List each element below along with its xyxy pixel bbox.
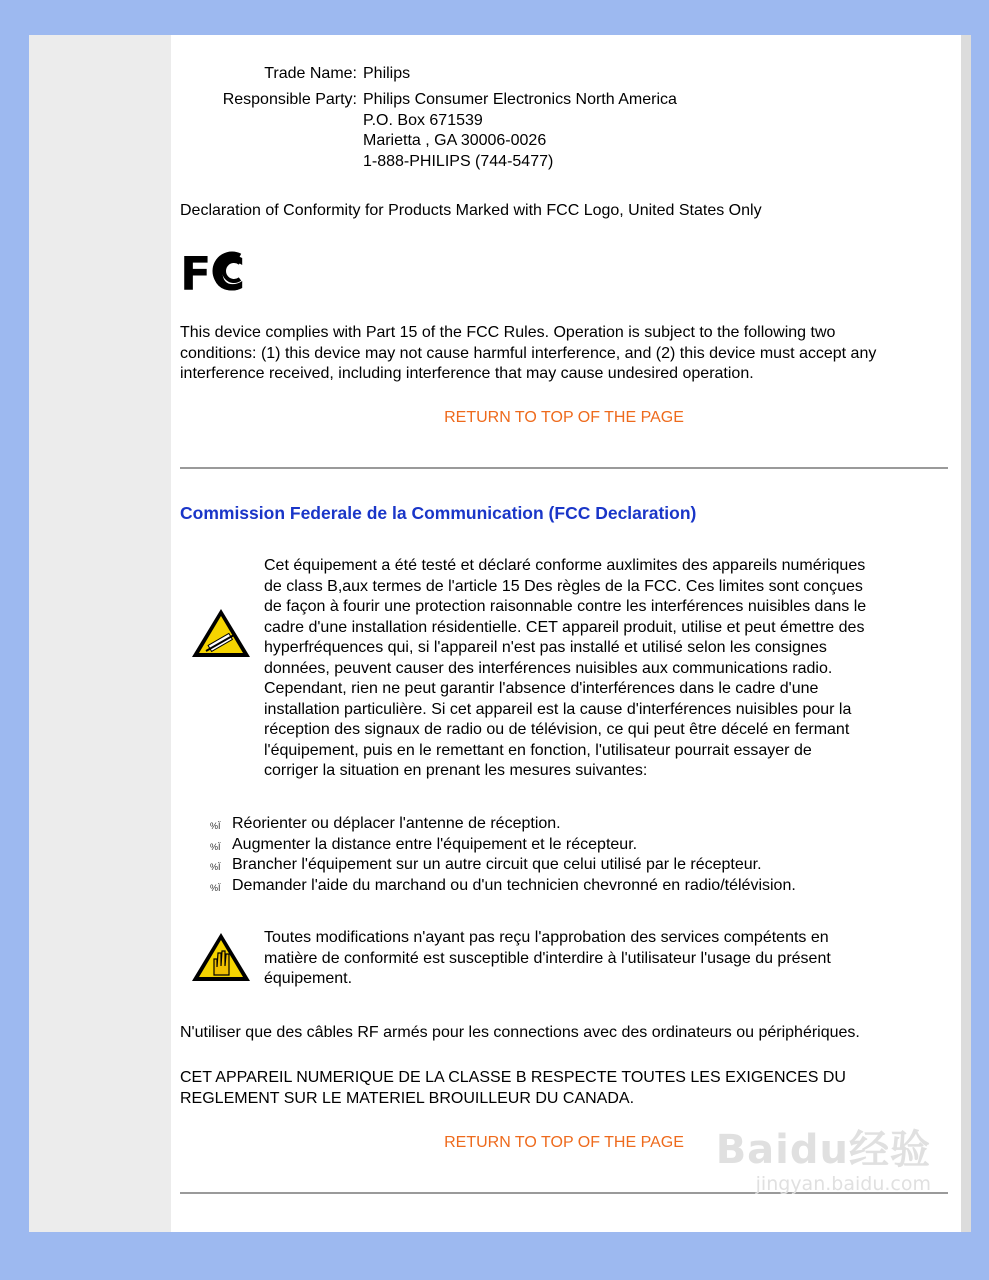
responsible-party-label: Responsible Party: (222, 91, 357, 108)
content-area (171, 35, 961, 1232)
fcc-logo-icon (180, 247, 244, 295)
list-item (210, 876, 796, 897)
section-divider (180, 467, 948, 469)
modification-paragraph (264, 928, 954, 990)
list-item-text: Brancher l'équipement sur un autre circuit que celui utilisé par le récepteur. (232, 856, 762, 873)
list-item (210, 855, 796, 876)
address-line: 1-888-PHILIPS (744-5477) (363, 152, 554, 170)
paragraph-line: CET APPAREIL NUMERIQUE DE LA CLASSE B RESPECTE TOUTES LES EXIGENCES DU (180, 1069, 846, 1086)
return-to-top-link-2[interactable]: RETURN TO TOP OF THE PAGE (444, 1134, 684, 1151)
paragraph-line: de façon à fourir une protection raisonnable contre les interférences nuisibles dans le (264, 598, 867, 615)
list-item-text: Augmenter la distance entre l'équipement et le récepteur. (232, 835, 638, 853)
paragraph-line: This device complies with Part 15 of the FCC Rules. Operation is subject to the following two (180, 324, 836, 341)
paragraph-line: Cependant, rien ne peut garantir l'absence d'interférences dans le cadre d'une (264, 680, 819, 697)
paragraph-line: données, peuvent causer des interférences nuisibles aux communications radio. (264, 659, 833, 677)
compliance-paragraph (180, 323, 948, 385)
paragraph-line: Cet équipement a été testé et déclaré conforme auxlimites des appareils numériques (264, 557, 866, 574)
return-to-top-link-1[interactable]: RETURN TO TOP OF THE PAGE (444, 409, 684, 426)
warning-pen-icon (188, 605, 254, 663)
declaration-title: Declaration of Conformity for Products Marked with FCC Logo, United States Only (180, 202, 762, 219)
fcc-logo-text: FC (180, 247, 244, 295)
bullet-marker: %Ï (210, 841, 221, 852)
paragraph-line: installation particulière. Si cet appareil est la cause d'interférences nuisibles pour la (264, 700, 852, 718)
paragraph-line: matière de conformité est susceptible d'interdire à l'utilisateur l'usage du présent (264, 949, 831, 967)
canada-statement (180, 1068, 948, 1109)
responsible-party-address (363, 90, 677, 172)
paragraph-line: équipement. (264, 970, 353, 987)
trade-name-value: Philips (363, 65, 411, 82)
paragraph-line: hyperfréquences qui, si l'appareil n'est pas installé et utilisé selon les consignes (264, 639, 827, 656)
paragraph-line: de class B,aux termes de l'article 15 Des règles de la FCC. Ces limites sont conçues (264, 577, 863, 595)
watermark-brand: Baidu经验 (715, 1127, 931, 1173)
address-line: Marietta , GA 30006-0026 (363, 132, 547, 149)
bullet-marker: %Ï (210, 821, 221, 831)
section-heading: Commission Federale de la Communication (FCC Declaration) (180, 503, 697, 523)
address-line: Philips Consumer Electronics North America (363, 91, 677, 108)
measures-list (210, 814, 796, 896)
warning-hand-icon (188, 929, 254, 987)
trade-name-label: Trade Name: (264, 65, 357, 82)
paragraph-line: l'équipement, puis en le remettant en fonction, l'utilisateur pourrait essayer de (264, 741, 812, 759)
bullet-marker: %Ï (210, 882, 221, 893)
list-item-text: Demander l'aide du marchand ou d'un technicien chevronné en radio/télévision. (232, 876, 796, 894)
paragraph-line: REGLEMENT SUR LE MATERIEL BROUILLEUR DU CANADA. (180, 1089, 635, 1107)
baidu-watermark (716, 1128, 931, 1196)
paragraph-line: interference received, including interference that may cause undesired operation. (180, 365, 754, 382)
rf-cables-text: N'utiliser que des câbles RF armés pour les connections avec des ordinateurs ou périphériques. (180, 1024, 860, 1041)
fcc-logo (180, 247, 244, 295)
list-item-text: Réorienter ou déplacer l'antenne de réception. (232, 815, 561, 832)
watermark-url: jingyan.baidu.com (755, 1173, 931, 1195)
list-item (210, 835, 796, 856)
paragraph-line: réception des signaux de radio ou de télévision, ce qui peut être décelé en fermant (264, 721, 850, 738)
address-line: P.O. Box 671539 (363, 111, 483, 129)
paragraph-line: conditions: (1) this device may not cause harmful interference, and (2) this device must accept any (180, 344, 877, 362)
paragraph-line: Toutes modifications n'ayant pas reçu l'approbation des services compétents en (264, 929, 829, 946)
list-item (210, 814, 796, 835)
paragraph-line: cadre d'une installation résidentielle. CET appareil produit, utilise et peut émettre des (264, 618, 865, 636)
bullet-marker: %Ï (210, 862, 221, 872)
french-paragraph (264, 556, 954, 782)
paragraph-line: corriger la situation en prenant les mesures suivantes: (264, 762, 648, 779)
